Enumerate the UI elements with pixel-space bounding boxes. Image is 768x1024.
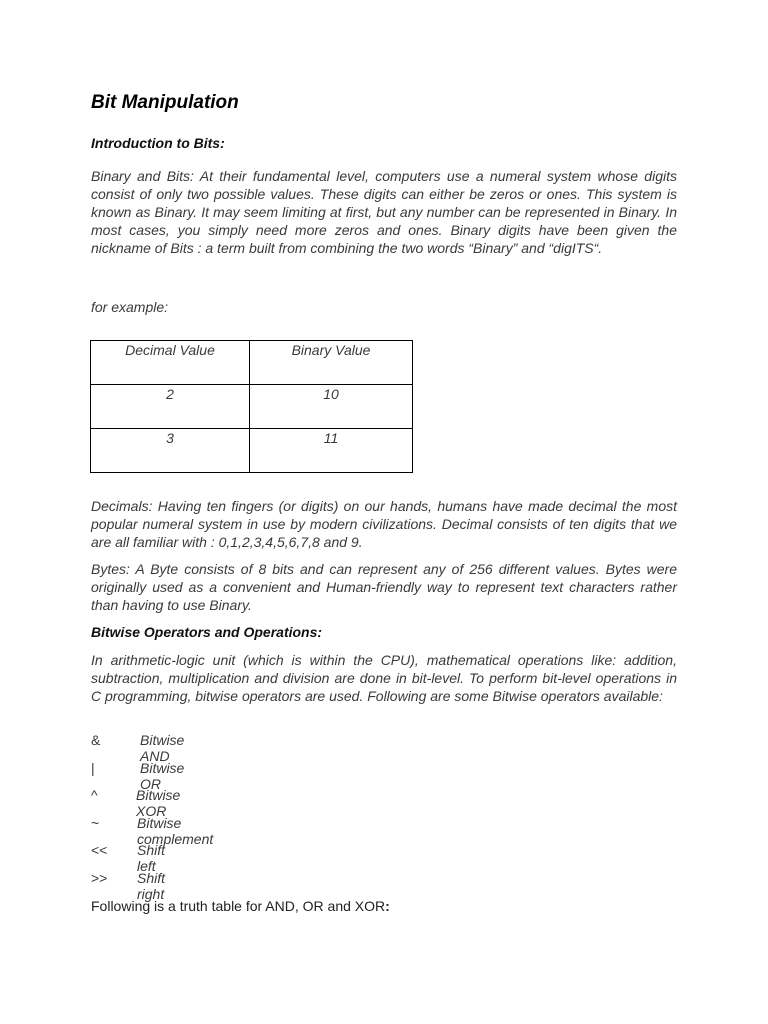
table-cell: 11 <box>250 429 413 473</box>
operator-name: Bitwise AND <box>140 732 185 764</box>
table-header-cell: Decimal Value <box>91 341 250 385</box>
alu-paragraph: In arithmetic-logic unit (which is within the CPU), mathematical operations like: addition, subtraction, multiplication and division are done in bit-level. To perform bit-level operations in C programming, bitwise operators are used. Following are some Bitwise operators available: <box>91 652 677 704</box>
table-cell: 3 <box>91 429 250 473</box>
operator-name: Shift right <box>137 869 166 902</box>
operator-symbol: & <box>91 732 101 748</box>
operator-symbol: << <box>91 842 108 858</box>
bytes-paragraph: Bytes: A Byte consists of 8 bits and can represent any of 256 different values. Bytes were originally used as a convenient and Human-friendly way to represent text characters rather than having to use Binary. <box>91 561 677 613</box>
table-header-row <box>91 341 413 385</box>
bitwise-heading: Bitwise Operators and Operations: <box>91 624 323 640</box>
truth-table-intro-colon: : <box>385 898 390 914</box>
truth-table-intro <box>91 898 390 914</box>
table-header-cell: Binary Value <box>250 341 413 385</box>
intro-heading: Introduction to Bits: <box>91 135 225 151</box>
truth-table-intro-text: Following is a truth table for AND, OR and XOR <box>91 898 386 914</box>
page-title: Bit Manipulation <box>91 92 239 113</box>
for-example-text: for example: <box>91 299 169 315</box>
operator-symbol: ~ <box>91 814 100 831</box>
operator-name: Bitwise OR <box>140 759 185 792</box>
table-row <box>91 385 413 429</box>
decimal-binary-table <box>90 340 413 473</box>
table-cell: 2 <box>91 385 250 429</box>
table-row <box>91 429 413 473</box>
operator-symbol: | <box>91 759 95 776</box>
operator-symbol: >> <box>91 869 108 886</box>
table-cell: 10 <box>250 385 413 429</box>
decimals-paragraph: Decimals: Having ten fingers (or digits) on our hands, humans have made decimal the most popular numeral system in use by modern civilizations. Decimal consists of ten digits that we are all familiar with : 0,1,2,3,4,5,6,7,8 and 9. <box>91 498 677 550</box>
binary-paragraph: Binary and Bits: At their fundamental level, computers use a numeral system whose digits consist of only two possible values. These digits can either be zeros or ones. This system is known as Binary. It may seem limiting at first, but any number can be represented in Binary. In most cases, you simply need more zeros and ones. Binary digits have been given the nickname of Bits : a term built from combining the two words “Binary” and “digITS“. <box>91 168 677 256</box>
operator-name: Bitwise XOR <box>136 787 181 819</box>
operator-name: Bitwise complement <box>137 814 214 847</box>
operator-symbol: ^ <box>91 787 98 803</box>
operator-name: Shift left <box>137 842 166 874</box>
